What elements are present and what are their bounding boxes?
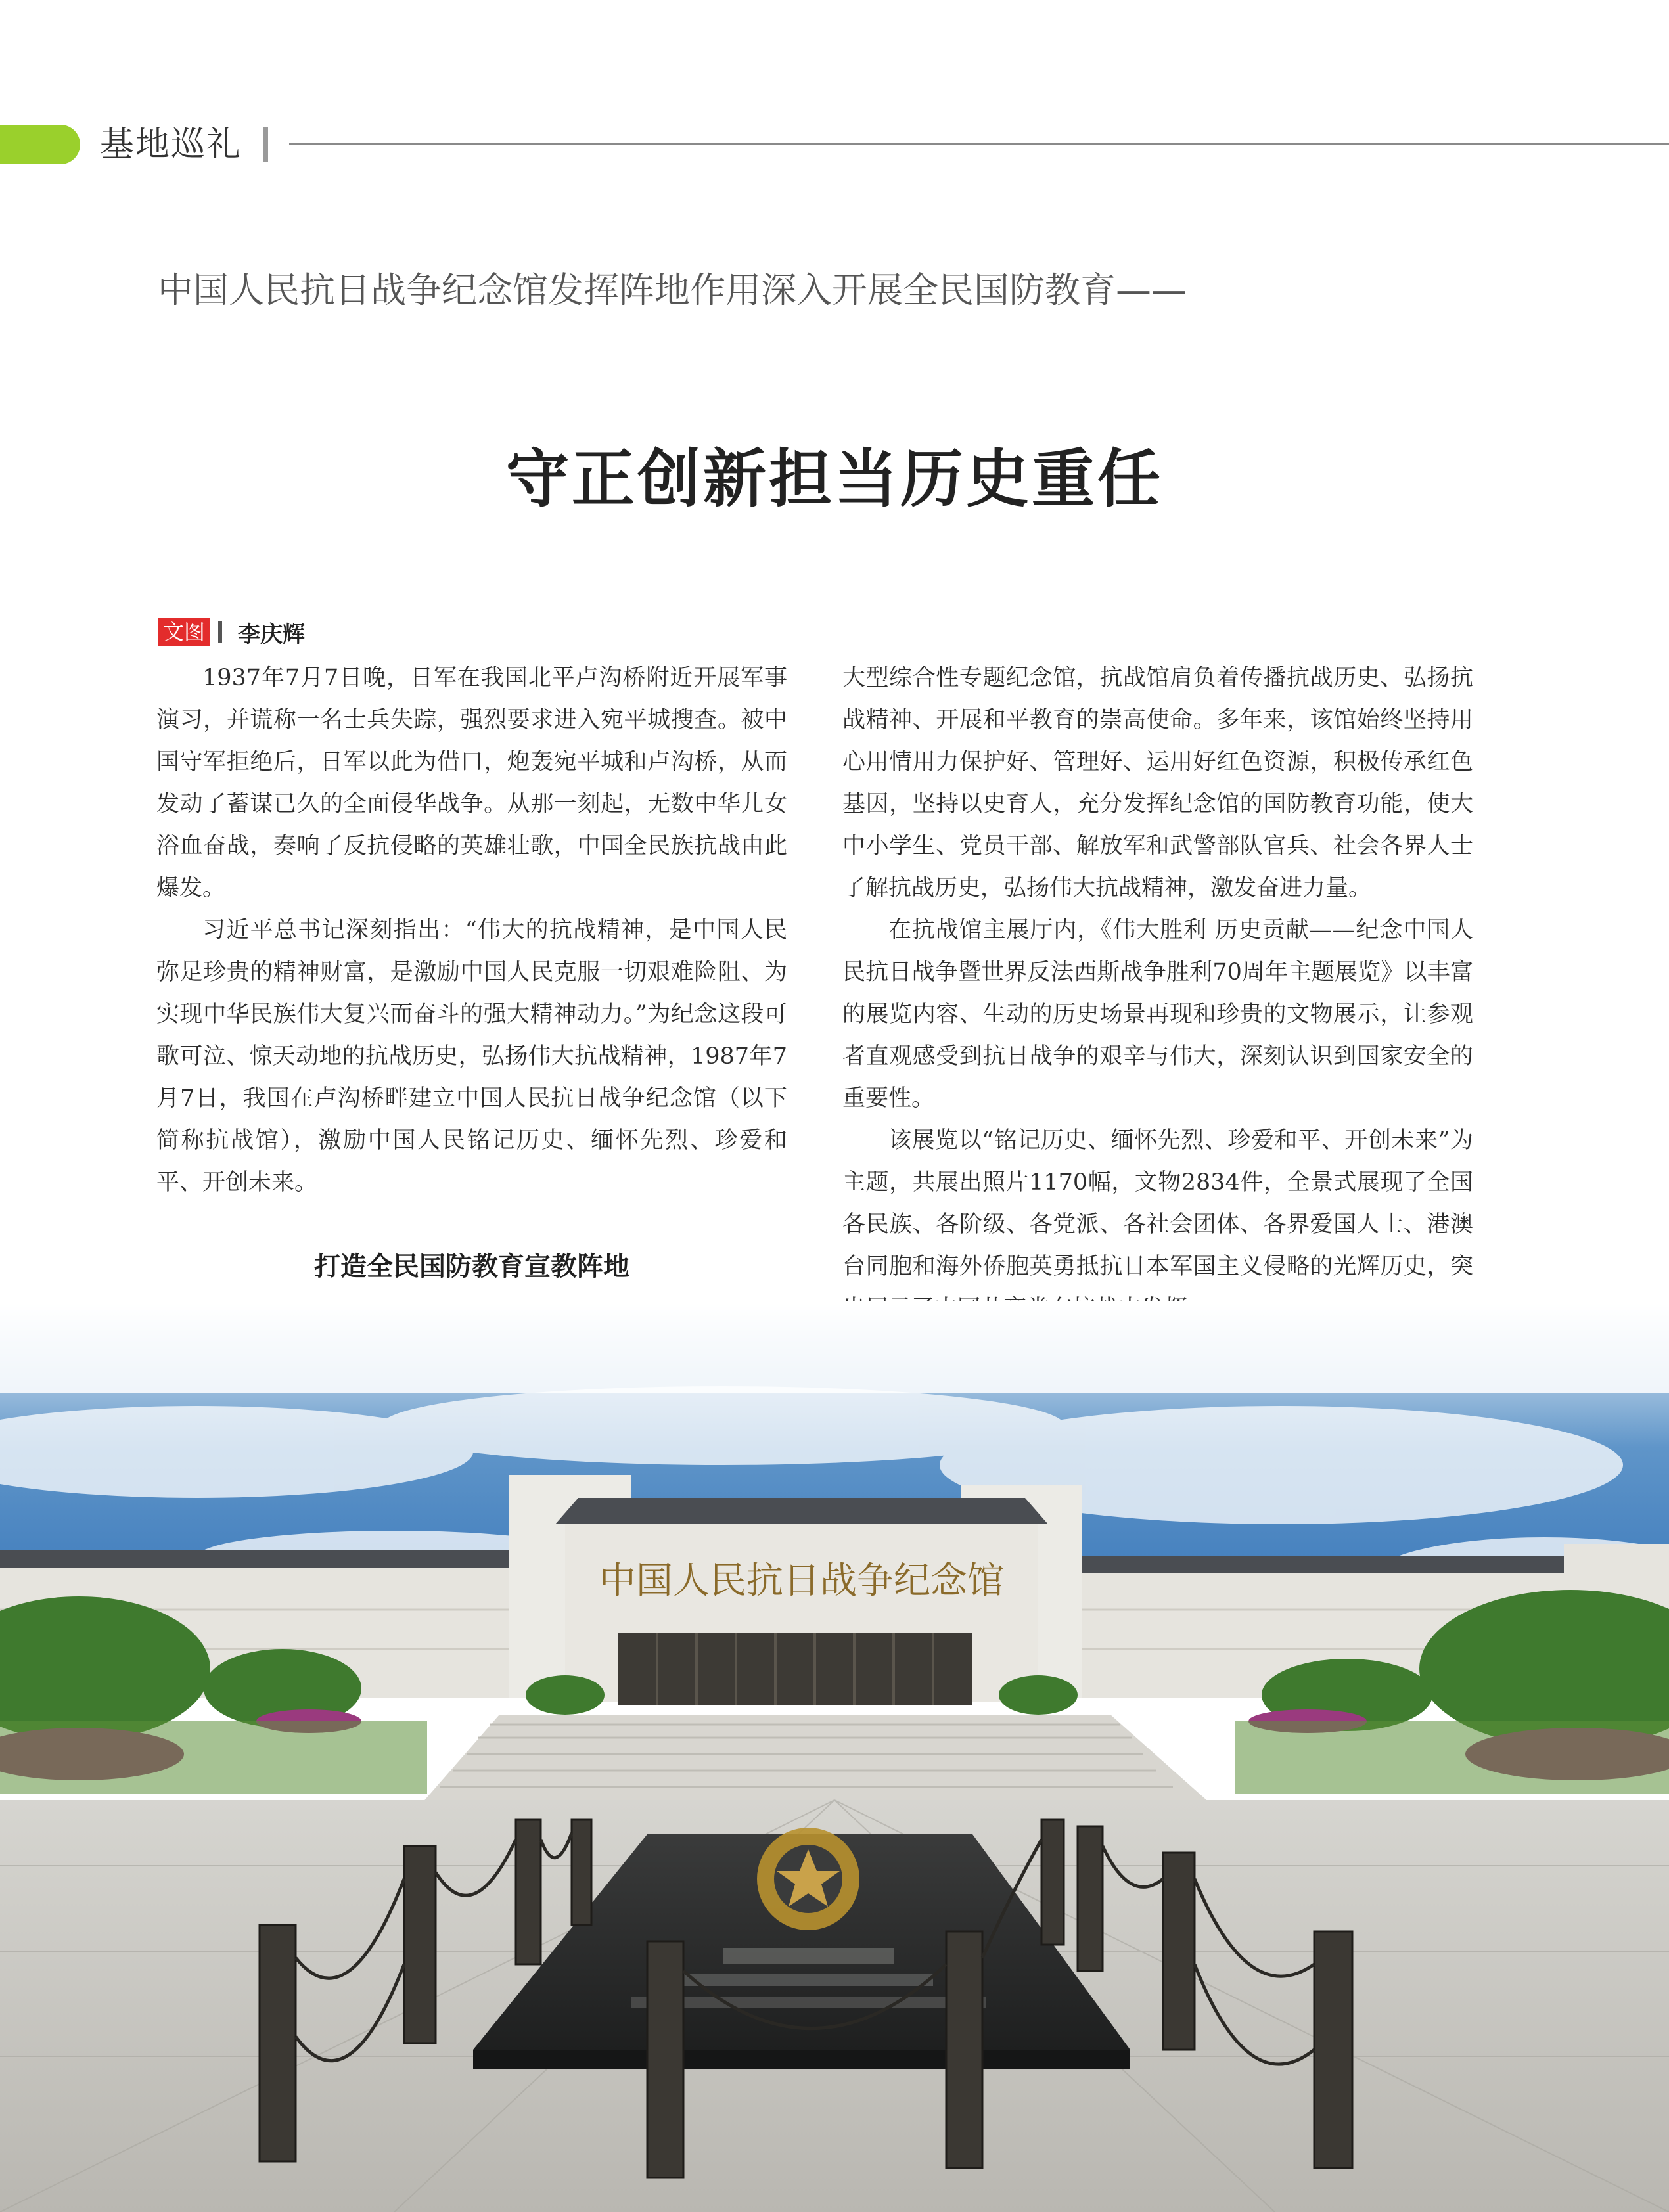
paragraph: 在抗战馆主展厅内，《伟大胜利 历史贡献——纪念中国人民抗日战争暨世界反法西斯战争胜利70周年主题展览》以丰富的展览内容、生动的历史场景再现和珍贵的文物展示，让参观者直观感受到抗日战争的艰辛与伟大，深刻认识到国家安全的重要性。 <box>842 917 1473 1112</box>
byline-author: 李庆辉 <box>238 621 306 648</box>
article-subtitle: 中国人民抗日战争纪念馆发挥阵地作用深入开展全民国防教育—— <box>158 269 1187 311</box>
byline <box>158 618 305 646</box>
right-column <box>842 657 1473 1330</box>
paragraph: 习近平总书记深刻指出：“伟大的抗战精神，是中国人民弥足珍贵的精神财富，是激励中国人民克服一切艰难险阻、为实现中华民族伟大复兴而奋斗的强大精神动力。”为纪念这段可歌可泣、惊天动地的抗战历史，弘扬伟大抗战精神，1987年7月7日，我国在卢沟桥畔建立中国人民抗日战争纪念馆（以下简称抗战馆），激励中国人民铭记历史、缅怀先烈、珍爱和平、开创未来。 <box>156 917 787 1196</box>
byline-separator <box>218 621 222 643</box>
paragraph: 1937年7月7日晚，日军在我国北平卢沟桥附近开展军事演习，并谎称一名士兵失踪，强烈要求进入宛平城搜查。被中国守军拒绝后，日军以此为借口，炮轰宛平城和卢沟桥，从而发动了蓄谋已久的全面侵华战争。从那一刻起，无数中华儿女浴血奋战，奏响了反抗侵略的英雄壮歌，中国全民族抗战由此爆发。 <box>156 665 787 901</box>
section-marker <box>0 125 80 164</box>
memorial-hall-photo <box>0 1301 1669 2212</box>
byline-tag: 文图 <box>158 618 210 646</box>
section-label: 基地巡礼 <box>100 125 242 164</box>
paragraph: 大型综合性专题纪念馆，抗战馆肩负着传播抗战历史、弘扬抗战精神、开展和平教育的崇高使命。多年来，该馆始终坚持用心用情用力保护好、管理好、运用好红色资源，积极传承红色基因，坚持以史育人，充分发挥纪念馆的国防教育功能，使大中小学生、党员干部、解放军和武警部队官兵、社会各界人士了解抗战历史，弘扬伟大抗战精神，激发奋进力量。 <box>842 665 1473 901</box>
section-divider <box>263 127 268 162</box>
header-rule <box>289 143 1669 145</box>
left-column <box>156 657 787 1366</box>
article-title: 守正创新担当历史重任 <box>506 442 1163 516</box>
emblem <box>757 1828 859 1930</box>
building-inscription: 中国人民抗日战争纪念馆 <box>599 1560 1004 1602</box>
section-heading: 打造全民国防教育宣教阵地 <box>314 1252 629 1282</box>
paragraph: 该展览以“铭记历史、缅怀先烈、珍爱和平、开创未来”为主题，共展出照片1170幅，文物2834件，全景式展现了全国各民族、各阶级、各党派、各社会团体、各界爱国人士、港澳台同胞和海外侨胞英勇抵抗日本军国主义侵略的光辉历史，突 <box>842 1127 1473 1280</box>
